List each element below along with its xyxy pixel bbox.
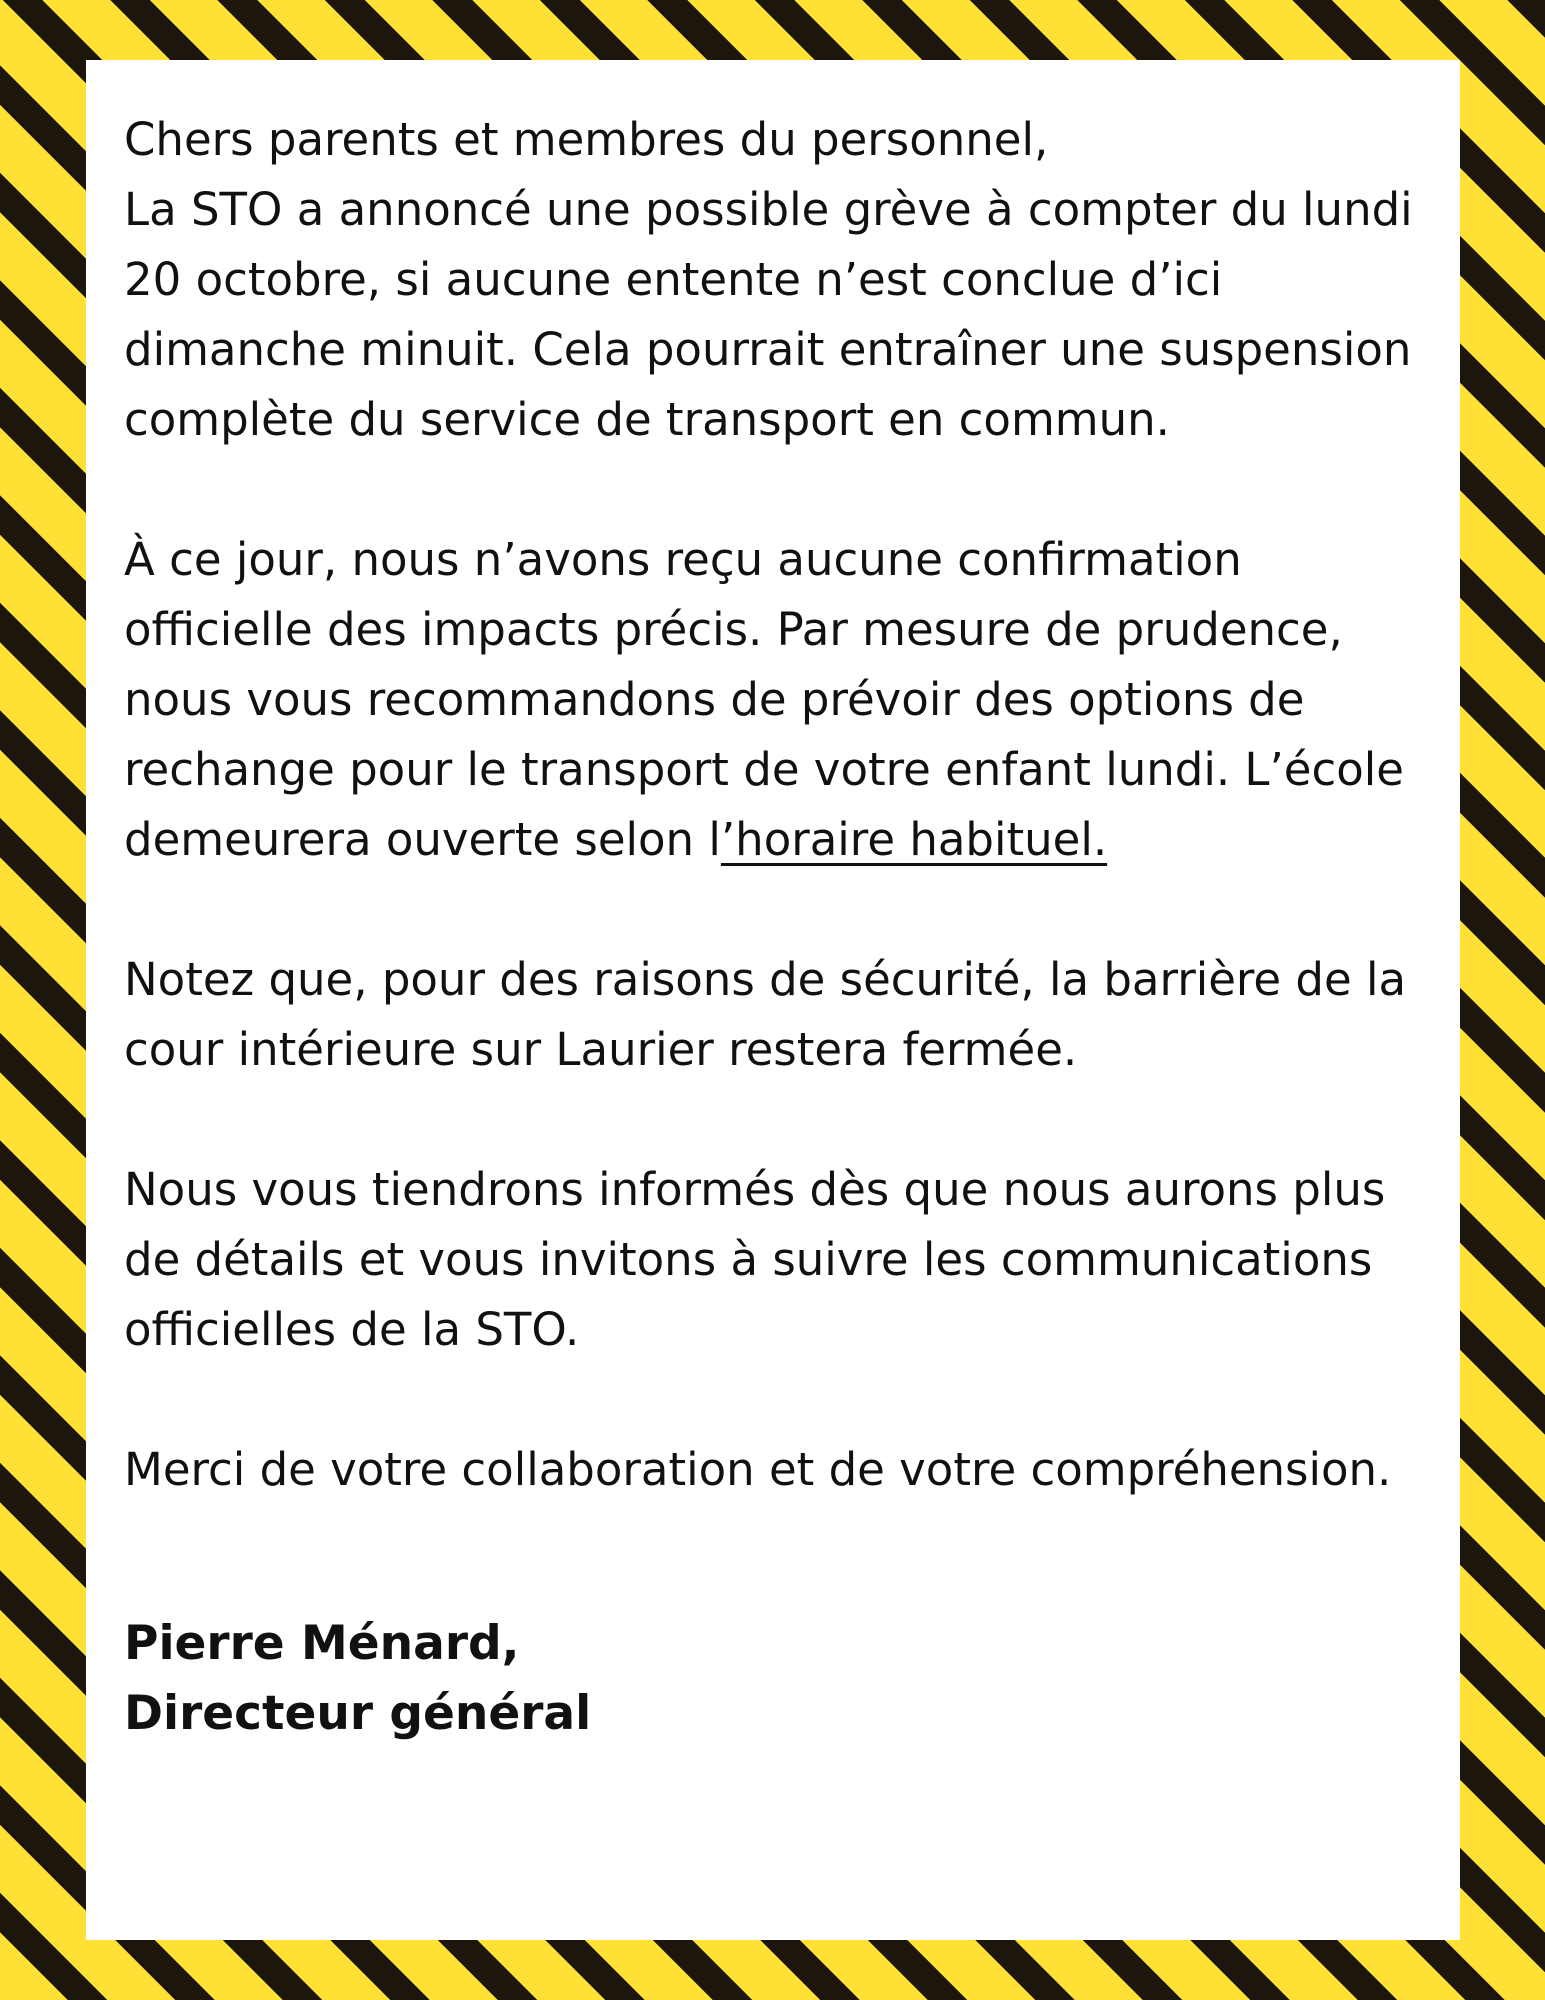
thanks-paragraph: Merci de votre collaboration et de votre compréhension. xyxy=(124,1443,1392,1496)
confirmation-paragraph xyxy=(124,525,1422,875)
signature-title: Directeur général xyxy=(124,1686,592,1741)
greeting-line: Chers parents et membres du personnel, xyxy=(124,113,1049,166)
spacer xyxy=(124,1085,1422,1155)
schedule-link[interactable]: ’horaire habituel. xyxy=(720,813,1108,866)
signature-name: Pierre Ménard, xyxy=(124,1616,520,1671)
spacer xyxy=(124,1505,1422,1609)
notice-card xyxy=(86,60,1460,1940)
spacer xyxy=(124,1365,1422,1435)
safety-paragraph: Notez que, pour des raisons de sécurité, la barrière de la cour intérieure sur Laurier restera fermée. xyxy=(124,953,1407,1076)
updates-paragraph: Nous vous tiendrons informés dès que nous aurons plus de détails et vous invitons à suivre les communications officielles de la STO. xyxy=(124,1163,1386,1356)
intro-paragraph: La STO a annoncé une possible grève à compter du lundi 20 octobre, si aucune entente n’est conclue d’ici dimanche minuit. Cela pourrait entraîner une suspension complète du service de transport en commun. xyxy=(124,183,1413,446)
spacer xyxy=(124,455,1422,525)
spacer xyxy=(124,875,1422,945)
confirmation-text: À ce jour, nous n’avons reçu aucune confirmation officielle des impacts précis. Par mesure de prudence, nous vous recommandons de prévoir des options de rechange pour le transport de votre enfant lundi. L’école demeurera ouverte selon l xyxy=(124,533,1404,866)
